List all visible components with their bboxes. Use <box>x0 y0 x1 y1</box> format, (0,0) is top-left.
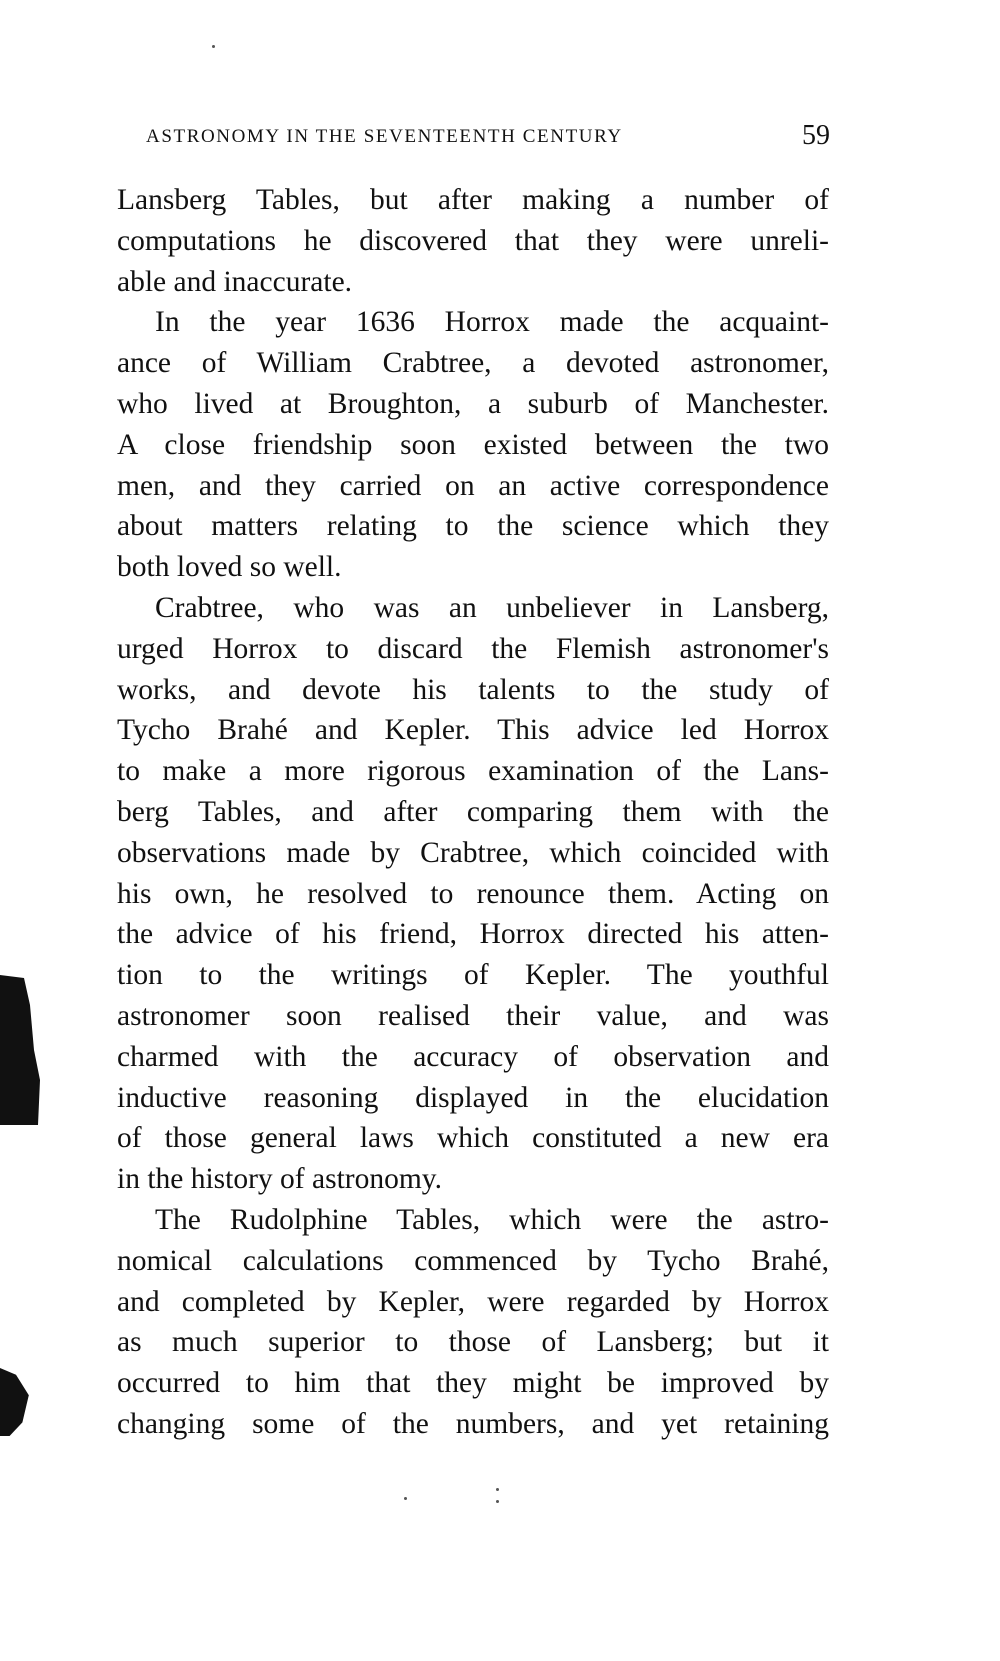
text-line: occurred to him that they might be improved by <box>117 1367 829 1400</box>
text-line: changing some of the numbers, and yet retaining <box>117 1407 829 1440</box>
text-line: in the history of astronomy. <box>117 1163 443 1196</box>
text-line: works, and devote his talents to the study of <box>117 673 829 706</box>
text-line: observations made by Crabtree, which coincided with <box>117 836 829 869</box>
text-line: inductive reasoning displayed in the elucidation <box>117 1081 829 1114</box>
text-line: Lansberg Tables, but after making a number of <box>117 184 829 216</box>
text-line: both loved so well. <box>117 551 342 584</box>
text-line: astronomer soon realised their value, and was <box>117 999 829 1032</box>
text-line: nomical calculations commenced by Tycho Brahé, <box>117 1244 829 1277</box>
speck <box>496 1500 499 1503</box>
speck <box>496 1488 499 1491</box>
text-line: The Rudolphine Tables, which were the astro- <box>155 1203 829 1236</box>
text-line: the advice of his friend, Horrox directed his atten- <box>117 918 829 951</box>
text-line: urged Horrox to discard the Flemish astronomer's <box>117 632 829 665</box>
running-header <box>146 120 830 156</box>
text-line: able and inaccurate. <box>117 265 353 298</box>
text-line: to make a more rigorous examination of the Lans- <box>117 755 829 788</box>
speck <box>404 1497 407 1500</box>
text-line: his own, he resolved to renounce them. Acting on <box>117 877 829 910</box>
text-line: berg Tables, and after comparing them with the <box>117 795 829 828</box>
page-number: 59 <box>802 120 830 151</box>
running-title: ASTRONOMY IN THE SEVENTEENTH CENTURY <box>146 126 623 147</box>
text-line: Crabtree, who was an unbeliever in Lansberg, <box>155 591 829 624</box>
text-line: computations he discovered that they were unreli- <box>117 224 829 257</box>
text-line: who lived at Broughton, a suburb of Manchester. <box>117 387 829 420</box>
text-line: A close friendship soon existed between the two <box>117 428 829 461</box>
text-line: as much superior to those of Lansberg; but it <box>117 1326 829 1359</box>
page-body <box>117 180 829 1445</box>
text-line: In the year 1636 Horrox made the acquaint- <box>155 306 829 339</box>
speck <box>212 45 215 48</box>
text-line: of those general laws which constituted a new era <box>117 1122 829 1155</box>
text-line: tion to the writings of Kepler. The youthful <box>117 959 829 992</box>
text-line: men, and they carried on an active correspondence <box>117 469 829 502</box>
scan-artifact <box>0 1368 32 1436</box>
scan-artifact <box>0 975 40 1125</box>
text-line: and completed by Kepler, were regarded by Horrox <box>117 1285 829 1318</box>
text-line: Tycho Brahé and Kepler. This advice led Horrox <box>117 714 829 747</box>
text-line: ance of William Crabtree, a devoted astronomer, <box>117 347 829 380</box>
text-line: charmed with the accuracy of observation and <box>117 1040 829 1073</box>
text-line: about matters relating to the science which they <box>117 510 829 543</box>
